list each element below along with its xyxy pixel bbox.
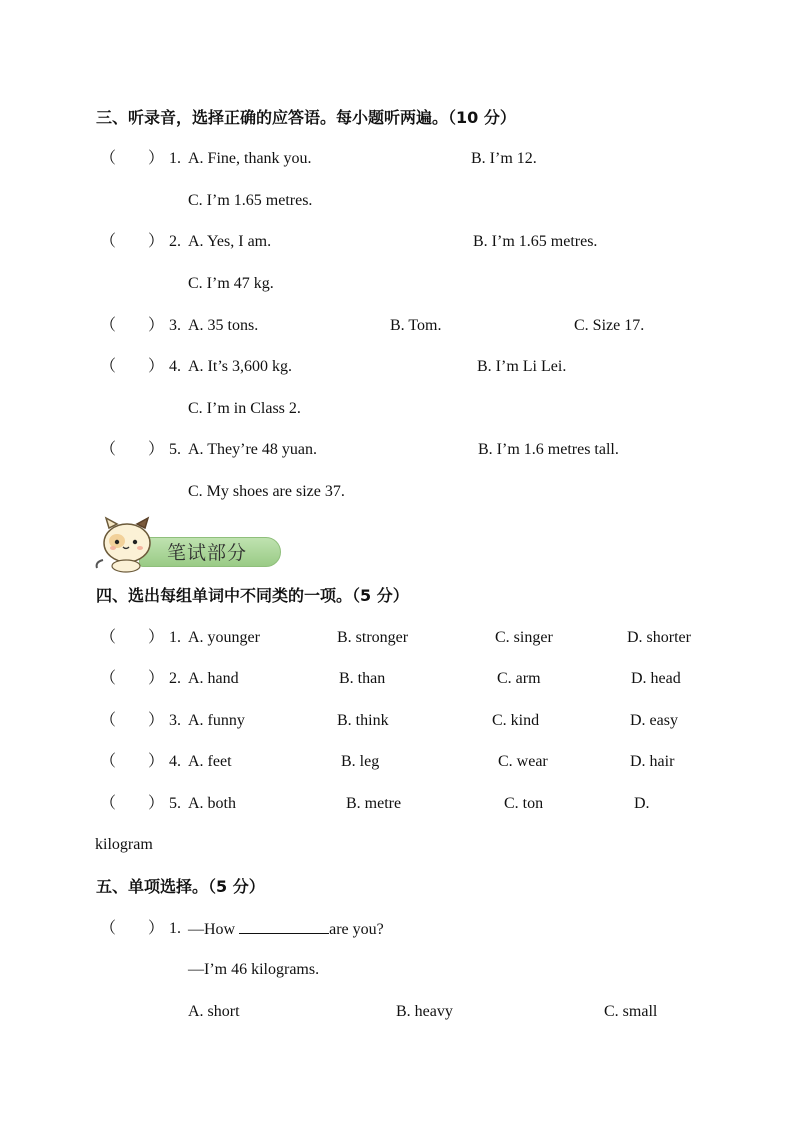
option-c: C. small	[604, 1003, 658, 1020]
option-c: C. kind	[492, 712, 540, 729]
answer-bracket[interactable]: （ ）	[100, 712, 165, 729]
option-b: B. heavy	[396, 1003, 453, 1020]
answer-bracket[interactable]: （ ）	[100, 753, 165, 770]
option-b: B. Tom.	[390, 317, 442, 334]
cat-mascot-icon	[95, 516, 159, 574]
option-c: C. My shoes are size 37.	[188, 483, 345, 500]
option-d: D. easy	[630, 712, 678, 729]
answer-bracket[interactable]: （ ）	[100, 233, 165, 250]
option-d: D. hair	[630, 753, 675, 770]
stem-before-blank: —How	[188, 921, 236, 938]
option-b: B. I’m 1.65 metres.	[473, 233, 598, 250]
answer-bracket[interactable]: （ ）	[100, 150, 165, 167]
option-a: A. short	[188, 1003, 240, 1020]
option-a: A. feet	[188, 753, 232, 770]
option-a: A. funny	[188, 712, 245, 729]
option-a: A. younger	[188, 629, 260, 646]
option-a: A. both	[188, 795, 236, 812]
fill-in-blank[interactable]	[239, 919, 329, 934]
option-c: C. I’m 1.65 metres.	[188, 192, 313, 209]
option-c: C. I’m 47 kg.	[188, 275, 274, 292]
option-c: C. arm	[497, 670, 541, 687]
banner-label: 笔试部分	[167, 542, 248, 564]
option-b: B. I’m 12.	[471, 150, 537, 167]
question-stem	[188, 919, 384, 940]
option-a: A. Fine, thank you.	[188, 150, 312, 167]
option-b: B. I’m 1.6 metres tall.	[478, 441, 619, 458]
question-number: 4.	[169, 753, 181, 770]
question-number: 5.	[169, 441, 181, 458]
option-a: A. 35 tons.	[188, 317, 259, 334]
option-c: C. I’m in Class 2.	[188, 400, 301, 417]
question-number: 3.	[169, 712, 181, 729]
question-number: 5.	[169, 795, 181, 812]
option-d: D. shorter	[627, 629, 691, 646]
option-a: A. They’re 48 yuan.	[188, 441, 317, 458]
option-b: B. leg	[341, 753, 380, 770]
question-number: 3.	[169, 317, 181, 334]
answer-bracket[interactable]: （ ）	[100, 441, 165, 458]
question-number: 1.	[169, 150, 181, 167]
question-number: 2.	[169, 670, 181, 687]
response-line: —I’m 46 kilograms.	[188, 961, 320, 978]
answer-bracket[interactable]: （ ）	[100, 317, 165, 334]
option-b: B. than	[339, 670, 386, 687]
option-a: A. It’s 3,600 kg.	[188, 358, 292, 375]
answer-bracket[interactable]: （ ）	[100, 358, 165, 375]
option-a: A. hand	[188, 670, 239, 687]
option-b: B. metre	[346, 795, 402, 812]
section5-heading: 五、单项选择。（5 分）	[96, 877, 265, 896]
option-b: B. stronger	[337, 629, 409, 646]
answer-bracket[interactable]: （ ）	[100, 629, 165, 646]
question-number: 2.	[169, 233, 181, 250]
option-c: C. Size 17.	[574, 317, 645, 334]
stem-after-blank: are you?	[329, 921, 384, 938]
option-d: D.	[634, 795, 650, 812]
option-b: B. I’m Li Lei.	[477, 358, 567, 375]
section3-heading: 三、听录音，选择正确的应答语。每小题听两遍。（10 分）	[96, 108, 516, 127]
written-section-banner	[95, 516, 285, 570]
section4-heading: 四、选出每组单词中不同类的一项。（5 分）	[96, 586, 409, 605]
answer-bracket[interactable]: （ ）	[100, 795, 165, 812]
option-c: C. singer	[495, 629, 553, 646]
option-b: B. think	[337, 712, 389, 729]
answer-bracket[interactable]: （ ）	[100, 920, 165, 937]
question-number: 4.	[169, 358, 181, 375]
option-d: D. head	[631, 670, 681, 687]
option-c: C. ton	[504, 795, 544, 812]
question-number: 1.	[169, 629, 181, 646]
answer-bracket[interactable]: （ ）	[100, 670, 165, 687]
option-a: A. Yes, I am.	[188, 233, 272, 250]
option-c: C. wear	[498, 753, 548, 770]
question-number: 1.	[169, 920, 181, 937]
option-d-continuation: kilogram	[95, 836, 153, 853]
